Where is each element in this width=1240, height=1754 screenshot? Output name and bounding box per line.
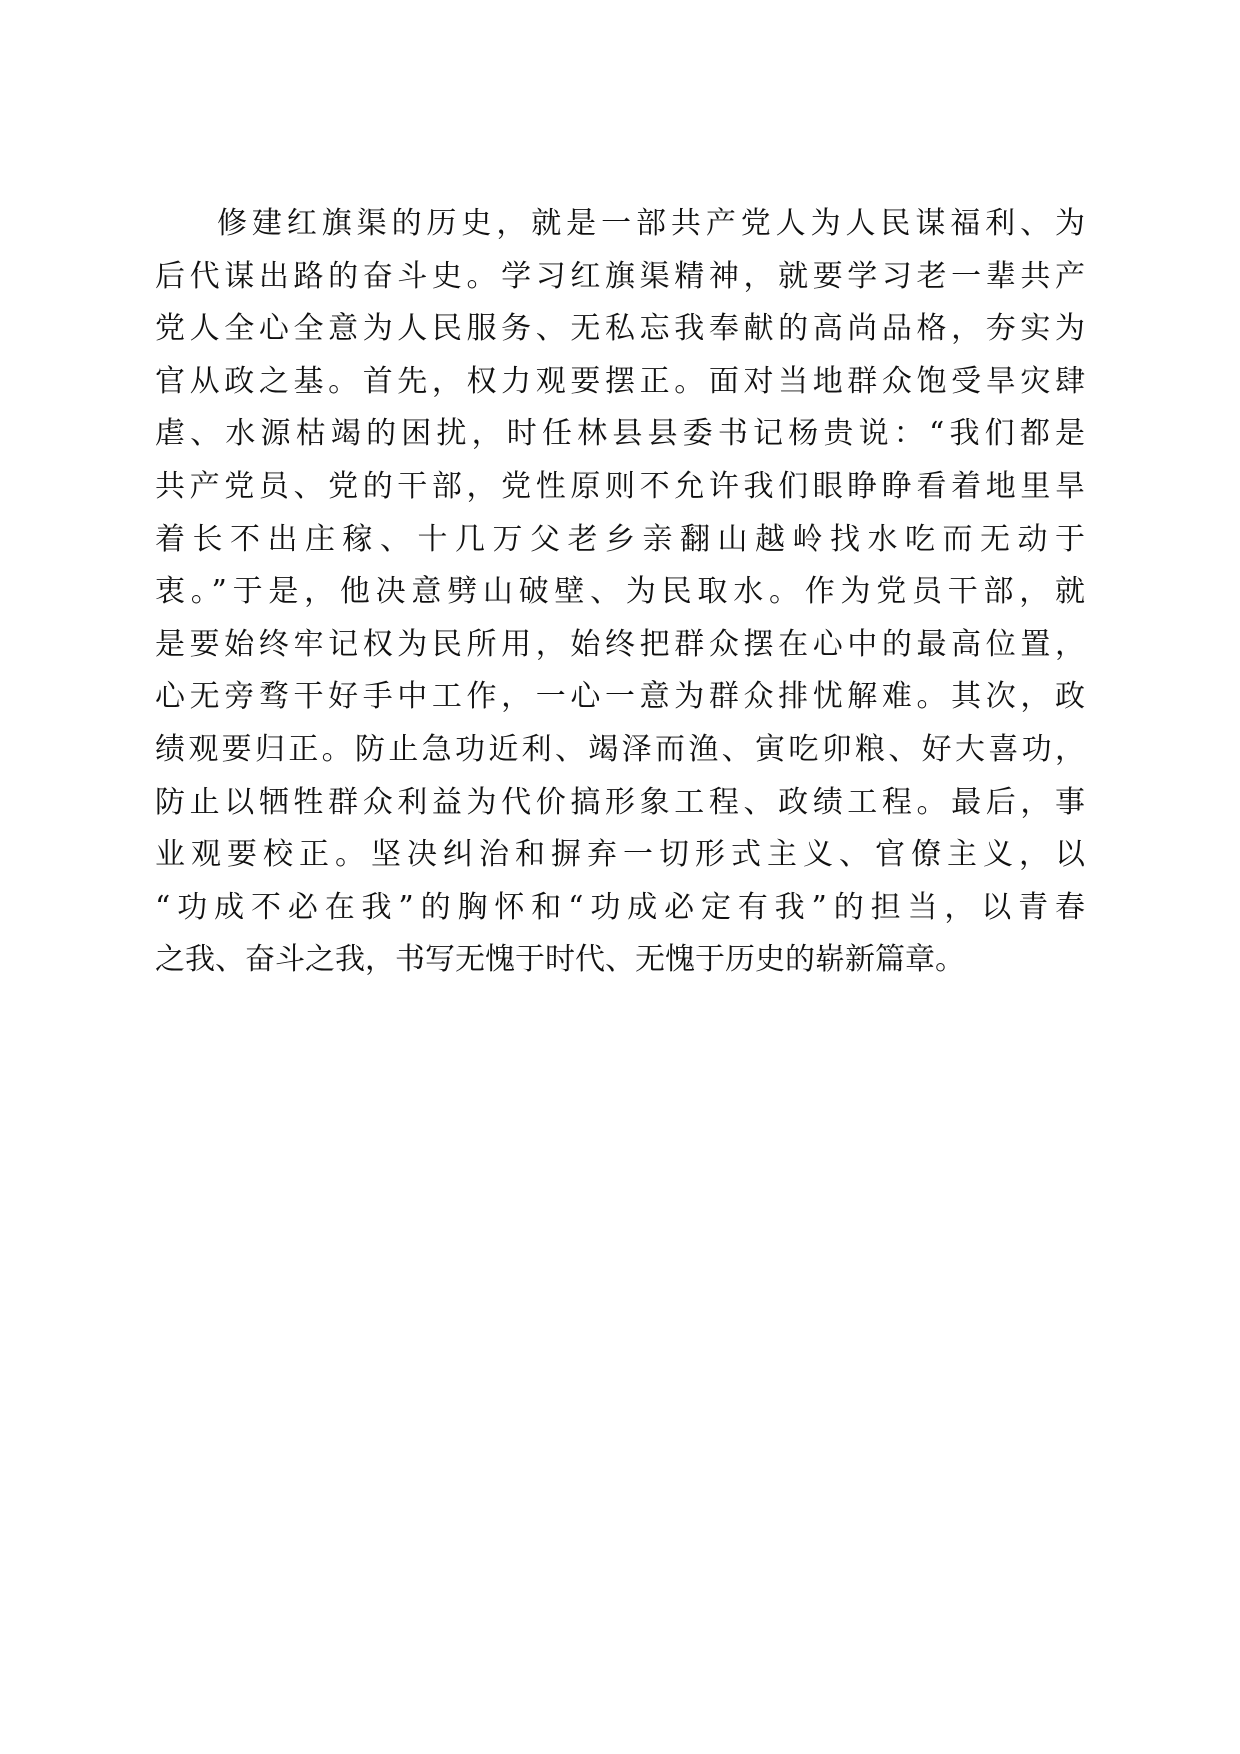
paragraph-line-5: 虐、水源枯竭的困扰，时任林县县委书记杨贵说：“我们都是 [155, 416, 1085, 452]
paragraph-line-2: 后代谋出路的奋斗史。学习红旗渠精神，就要学习老一辈共产 [155, 258, 1085, 294]
paragraph-line-6: 共产党员、党的干部，党性原则不允许我们眼睁睁看着地里旱 [155, 468, 1085, 504]
paragraph-line-12: 防止以牺牲群众利益为代价搞形象工程、政绩工程。最后，事 [155, 784, 1085, 820]
paragraph-line-9: 是要始终牢记权为民所用，始终把群众摆在心中的最高位置， [155, 626, 1085, 662]
paragraph-line-11: 绩观要归正。防止急功近利、竭泽而渔、寅吃卯粮、好大喜功， [155, 731, 1085, 767]
paragraph-line-3: 党人全心全意为人民服务、无私忘我奉献的高尚品格，夯实为 [155, 311, 1085, 347]
paragraph-line-8: 衷。”于是，他决意劈山破壁、为民取水。作为党员干部，就 [155, 574, 1085, 610]
paragraph-line-14: “功成不必在我”的胸怀和“功成必定有我”的担当，以青春 [155, 889, 1085, 925]
paragraph-line-4: 官从政之基。首先，权力观要摆正。面对当地群众饱受旱灾肆 [155, 363, 1085, 399]
paragraph-line-1: 修建红旗渠的历史，就是一部共产党人为人民谋福利、为 [217, 206, 1085, 241]
paragraph-line-15: 之我、奋斗之我，书写无愧于时代、无愧于历史的崭新篇章。 [155, 942, 965, 978]
paragraph-line-10: 心无旁骛干好手中工作，一心一意为群众排忧解难。其次，政 [155, 679, 1085, 715]
body-paragraph [155, 198, 1085, 987]
paragraph-line-13: 业观要校正。坚决纠治和摒弃一切形式主义、官僚主义，以 [155, 837, 1085, 873]
paragraph-line-7: 着长不出庄稼、十几万父老乡亲翻山越岭找水吃而无动于 [155, 521, 1085, 557]
